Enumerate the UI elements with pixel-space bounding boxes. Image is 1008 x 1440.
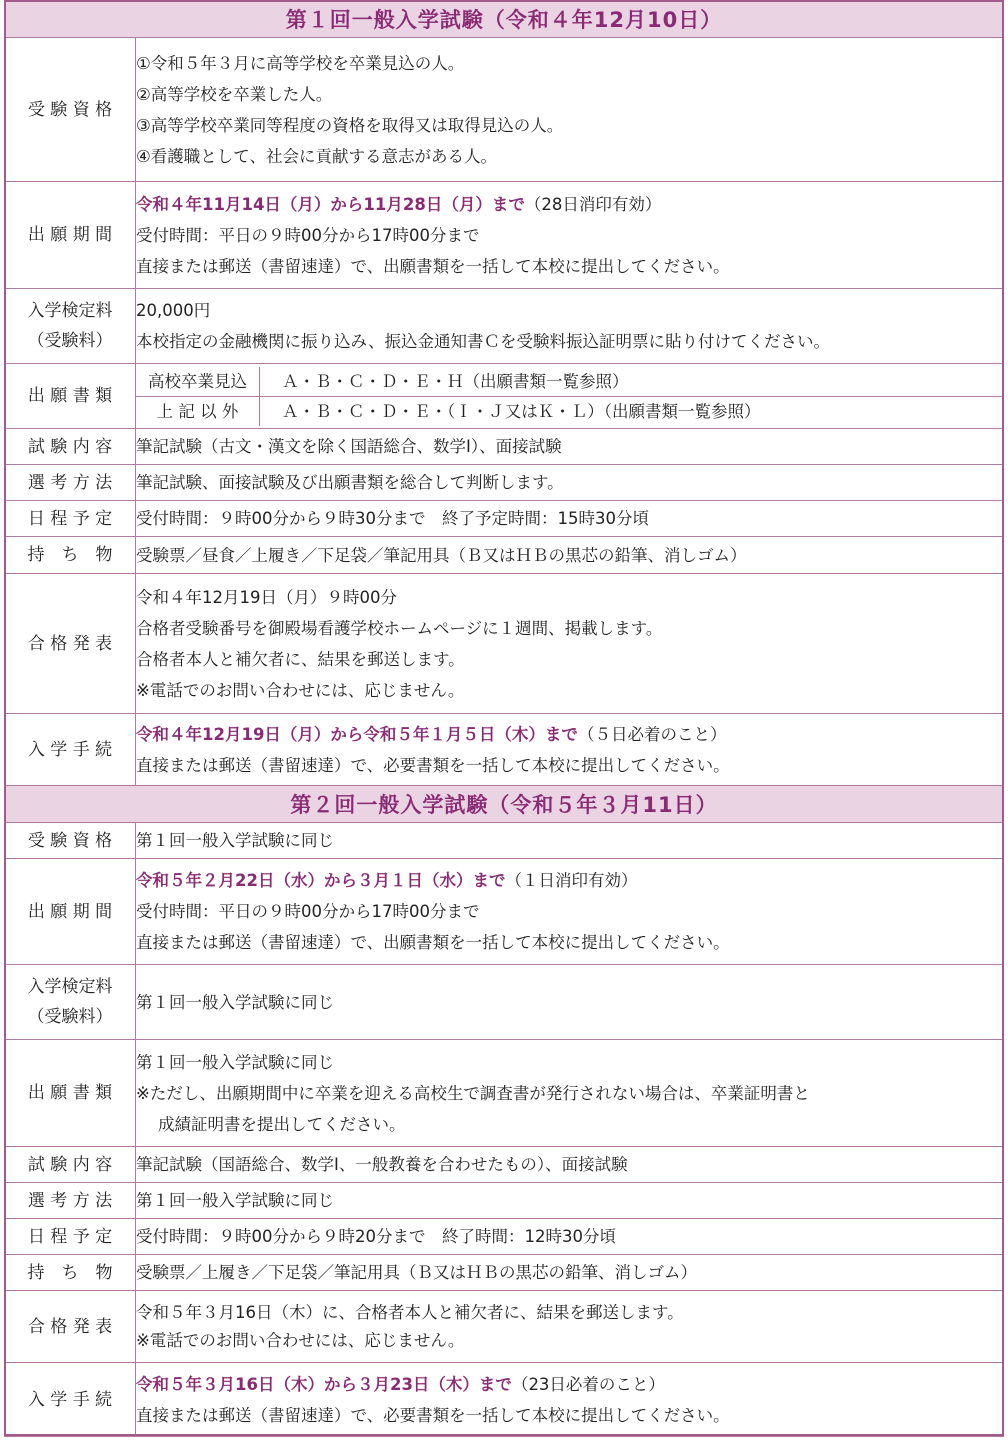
s1-documents-key: 高校卒業見込 [136,367,260,397]
s1-documents-key: 上 記 以 外 [136,396,260,426]
s1-selection-label: 選 考 方 法 [5,465,136,501]
s2-documents-line: 第１回一般入学試験に同じ [136,1052,334,1072]
s1-eligibility-row [5,38,1004,182]
s2-schedule-row [5,1219,1004,1255]
s1-application-period-note: （28日消印有効） [524,194,662,214]
s2-eligibility-value: 第１回一般入学試験に同じ [136,831,334,850]
s1-schedule-label: 日 程 予 定 [5,501,136,537]
s2-fee-label-sub: （受験料） [27,1007,113,1027]
s2-exam-content-label: 試 験 内 容 [5,1147,136,1183]
s2-documents-label: 出 願 書 類 [5,1040,136,1147]
s1-belongings-label: 持 ち 物 [5,537,136,574]
s2-exam-content-row [5,1147,1004,1183]
s1-selection-value: 筆記試験、面接試験及び出願書類を総合して判断します。 [136,473,564,492]
s1-fee-label: 入学検定料 [27,301,113,321]
s2-eligibility-row [5,823,1004,859]
s1-application-method: 直接または郵送（書留速達）で、出願書類を一括して本校に提出してください。 [136,256,730,276]
s2-exam-content-value: 筆記試験（国語総合、数学Ⅰ、一般教養を合わせたもの）、面接試験 [136,1155,628,1174]
s2-results-line: ※電話でのお問い合わせには、応じません。 [136,1330,465,1350]
s2-results-line: 令和５年３月16日（木）に、合格者本人と補欠者に、結果を郵送します。 [136,1302,684,1322]
s1-enrollment-period-note: （５日必着のこと） [577,724,727,744]
s1-documents-label: 出 願 書 類 [5,364,136,429]
s1-documents-row [5,364,1004,429]
s2-application-period-note: （１日消印有効） [505,871,638,890]
s1-fee-amount: 20,000円 [136,301,211,320]
s1-results-label: 合 格 発 表 [5,574,136,714]
s2-enrollment-method: 直接または郵送（書留速達）で、必要書類を一括して本校に提出してください。 [136,1405,730,1425]
s2-selection-row [5,1183,1004,1219]
s2-fee-label: 入学検定料 [27,977,113,997]
s2-fee-value: 第１回一般入学試験に同じ [136,992,334,1012]
s2-fee-row [5,965,1004,1040]
s2-belongings-label: 持 ち 物 [5,1255,136,1291]
s1-selection-row [5,465,1004,501]
s1-eligibility-item: ④看護職として、社会に貢献する意志がある人。 [136,146,497,166]
s2-application-period: 令和５年２月22日（水）から３月１日（水）まで [136,871,506,890]
s2-application-label: 出 願 期 間 [5,859,136,965]
s1-fee-label-sub: （受験料） [27,331,113,351]
s1-documents-value: Ａ・Ｂ・Ｃ・Ｄ・Ｅ・（Ｉ・Ｊ又はＫ・Ｌ）（出願書類一覧参照） [260,396,1004,426]
s1-enrollment-method: 直接または郵送（書留速達）で、必要書類を一括して本校に提出してください。 [136,755,730,775]
s2-application-hours: 受付時間：平日の９時00分から17時00分まで [136,902,480,921]
s1-results-line: ※電話でのお問い合わせには、応じません。 [136,680,465,700]
s1-eligibility-label: 受 験 資 格 [5,38,136,182]
s2-belongings-value: 受験票／上履き／下足袋／筆記用具（Ｂ又はＨＢの黒芯の鉛筆、消しゴム） [136,1263,697,1282]
s1-results-line: 令和４年12月19日（月）９時00分 [136,587,397,607]
s1-application-period: 令和４年11月14日（月）から11月28日（月）まで [136,194,525,214]
s2-results-label: 合 格 発 表 [5,1291,136,1363]
s1-enrollment-row [5,714,1004,786]
s1-documents-subtable [136,367,1003,426]
s1-eligibility-item: ①令和５年３月に高等学校を卒業見込の人。 [136,53,465,73]
s1-fee-note: 本校指定の金融機関に振り込み、振込金通知書Ｃを受験料振込証明票に貼り付けてください。 [136,332,830,351]
s1-enrollment-period: 令和４年12月19日（月）から令和５年１月５日（木）まで [136,724,578,744]
s2-eligibility-label: 受 験 資 格 [5,823,136,859]
s1-fee-row [5,289,1004,364]
s1-belongings-row [5,537,1004,574]
s1-schedule-row [5,501,1004,537]
exam-schedule-table [4,0,1004,1437]
s1-exam-content-value: 筆記試験（古文・漢文を除く国語総合、数学Ⅰ）、面接試験 [136,437,562,456]
s2-schedule-value: 受付時間：９時00分から９時20分まで 終了時間：12時30分頃 [136,1227,616,1246]
s2-application-row [5,859,1004,965]
s1-application-label: 出 願 期 間 [5,182,136,289]
s1-exam-content-label: 試 験 内 容 [5,429,136,465]
s2-enrollment-label: 入 学 手 続 [5,1363,136,1437]
s1-eligibility-item: ②高等学校を卒業した人。 [136,84,333,104]
s2-selection-value: 第１回一般入学試験に同じ [136,1191,334,1210]
s1-belongings-value: 受験票／昼食／上履き／下足袋／筆記用具（Ｂ又はＨＢの黒芯の鉛筆、消しゴム） [136,545,747,565]
s2-enrollment-period-note: （23日必着のこと） [511,1374,665,1394]
section2-title: 第２回一般入学試験（令和５年３月11日） [5,786,1004,823]
section1-title: 第１回一般入学試験（令和４年12月10日） [5,1,1004,38]
s1-results-row [5,574,1004,714]
s1-eligibility-item: ③高等学校卒業同等程度の資格を取得又は取得見込の人。 [136,115,564,135]
s1-results-line: 合格者本人と補欠者に、結果を郵送します。 [136,649,465,669]
s1-application-row [5,182,1004,289]
s2-documents-row [5,1040,1004,1147]
s1-documents-value: Ａ・Ｂ・Ｃ・Ｄ・Ｅ・Ｈ（出願書類一覧参照） [282,371,629,391]
s2-application-method: 直接または郵送（書留速達）で、出願書類を一括して本校に提出してください。 [136,933,730,952]
s2-results-row [5,1291,1004,1363]
s2-documents-line: ※ただし、出願期間中に卒業を迎える高校生で調査書が発行されない場合は、卒業証明書と [136,1083,810,1103]
s2-selection-label: 選 考 方 法 [5,1183,136,1219]
s1-exam-content-row [5,429,1004,465]
s2-enrollment-period: 令和５年３月16日（木）から３月23日（木）まで [136,1374,512,1394]
s1-schedule-value: 受付時間：９時00分から９時30分まで 終了予定時間：15時30分頃 [136,509,649,528]
s1-results-line: 合格者受験番号を御殿場看護学校ホームページに１週間、掲載します。 [136,618,663,638]
s1-application-hours: 受付時間：平日の９時00分から17時00分まで [136,225,480,245]
s2-enrollment-row [5,1363,1004,1437]
s2-schedule-label: 日 程 予 定 [5,1219,136,1255]
s1-enrollment-label: 入 学 手 続 [5,714,136,786]
s2-belongings-row [5,1255,1004,1291]
s2-documents-line: 成績証明書を提出してください。 [158,1114,406,1134]
